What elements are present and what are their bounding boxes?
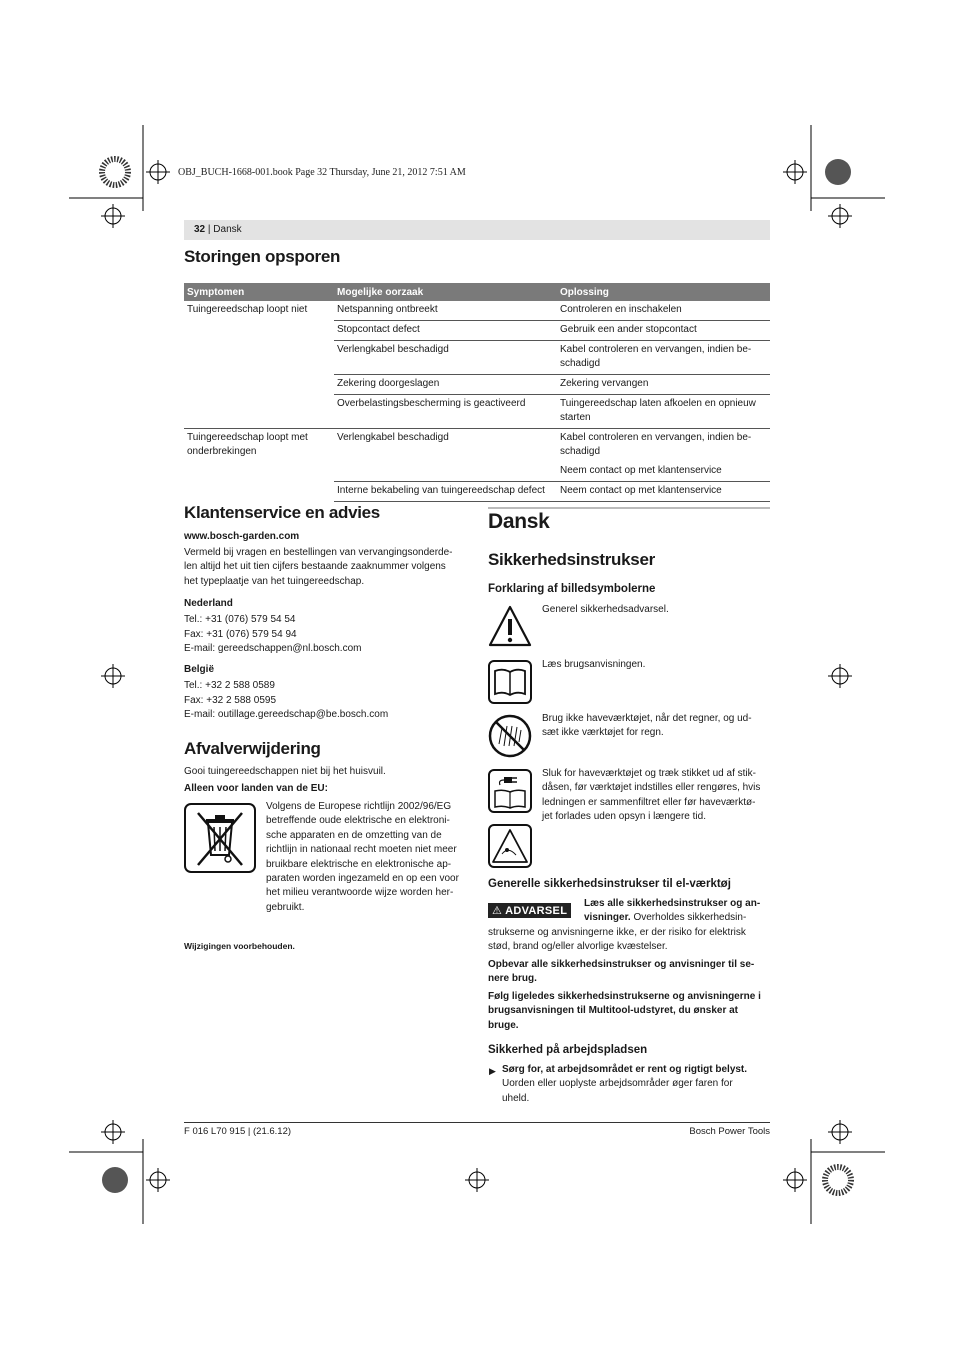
general-safety-title: Generelle sikkerhedsinstrukser til el-værktøj <box>488 878 731 890</box>
afval-text <box>266 800 471 915</box>
text-line: paraten worden ingezameld en op een voor <box>266 873 459 885</box>
text-line: bruge. <box>488 1019 519 1031</box>
text-line: Generel sikkerhedsadvarsel. <box>542 604 669 615</box>
website-link[interactable]: www.bosch-garden.com <box>184 531 300 542</box>
fax-number: Fax: +31 (076) 579 54 94 <box>184 628 297 640</box>
text-line: betreffende oude elektrische en elektroni- <box>266 815 450 827</box>
phone-number: Tel.: +32 2 588 0589 <box>184 680 275 692</box>
header-separator: | <box>207 224 211 235</box>
symbol-text <box>542 603 669 617</box>
text-line: Brug ikke haveværktøjet, når det regner, og ud- <box>542 713 752 724</box>
country-label: België <box>184 664 215 675</box>
text-line: bruikbare elektrische en elektronische ap- <box>266 858 452 870</box>
footnote: Wijzigingen voorbehouden. <box>184 941 295 951</box>
contact-nederland <box>184 597 361 657</box>
follow-instructions <box>488 990 773 1033</box>
fax-number: Fax: +32 2 588 0595 <box>184 694 277 706</box>
keep-instructions <box>488 958 773 987</box>
table-cell: Kabel controleren en vervangen, indien be-schadigd <box>557 341 770 375</box>
email-address[interactable]: E-mail: outillage.gereedschap@be.bosch.com <box>184 709 389 721</box>
text-line: sæt ikke værktøjet for regn. <box>542 727 664 739</box>
table-cell: Verlengkabel beschadigd <box>334 341 557 375</box>
symbols-title: Forklaring af billedsymbolerne <box>488 583 656 595</box>
country-label: Nederland <box>184 598 233 609</box>
table-cell: Interne bekabeling van tuingereedschap defect <box>334 482 557 502</box>
table-cell: Verlengkabel beschadigd <box>334 429 557 482</box>
table-header: Symptomen <box>184 283 334 301</box>
text-line: Sluk for haveværktøjet og træk stikket ud af stik- <box>542 768 756 779</box>
section-divider <box>488 507 770 509</box>
afval-intro: Gooi tuingereedschappen niet bij het huisvuil. <box>184 766 386 777</box>
eu-label: Alleen voor landen van de EU: <box>184 783 328 794</box>
text-line: Vermeld bij vragen en bestellingen van vervangingsonderde- <box>184 547 453 558</box>
table-cell: Gebruik een ander stopcontact <box>557 321 770 341</box>
table-cell: Kabel controleren en vervangen, indien be-schadigd <box>557 429 770 463</box>
storingen-title: Storingen opsporen <box>184 247 341 266</box>
warning-badge-icon: ⚠ <box>492 905 503 917</box>
dansk-title: Dansk <box>488 510 550 533</box>
table-row <box>184 301 770 321</box>
warning-triangle-icon <box>488 604 532 648</box>
printer-info: OBJ_BUCH-1668-001.book Page 32 Thursday, June 21, 2012 7:51 AM <box>178 167 466 178</box>
workplace-title: Sikkerhed på arbejdspladsen <box>488 1044 648 1056</box>
safety-title: Sikkerhedsinstrukser <box>488 550 655 569</box>
cable-warning-icon <box>488 824 532 868</box>
afval-title: Afvalverwijdering <box>184 739 321 758</box>
table-cell: Neem contact op met klantenservice <box>557 482 770 502</box>
triangle-bullet-icon: ▶ <box>489 1066 496 1076</box>
unplug-icon <box>488 769 532 813</box>
table-header-row <box>184 283 770 301</box>
text-line: Volgens de Europese richtlijn 2002/96/EG <box>266 801 452 812</box>
text-line: het typeplaatje van het tuingereedschap. <box>184 575 365 587</box>
text-line: Læs alle sikkerhedsinstrukser og an- <box>584 898 761 909</box>
email-address[interactable]: E-mail: gereedschappen@nl.bosch.com <box>184 643 362 655</box>
text-line: ledningen er sammenfiltret eller før haveværktø- <box>542 796 756 808</box>
symbol-text <box>542 767 760 825</box>
workplace-bullet <box>502 1063 772 1106</box>
table-header: Oplossing <box>557 283 770 301</box>
text-line: Uorden eller uoplyste arbejdsområder øger faren for <box>502 1078 733 1090</box>
no-rain-icon <box>488 714 532 758</box>
warning-text <box>488 926 773 955</box>
klantenservice-intro <box>184 546 469 589</box>
text-line: dåsen, før værktøjet indstilles eller rengøres, hvis <box>542 782 761 794</box>
warning-badge-label <box>488 903 571 918</box>
manual-book-icon <box>488 660 532 704</box>
weee-bin-icon <box>184 803 256 873</box>
text-line: visninger. <box>584 912 631 924</box>
klantenservice-title: Klantenservice en advies <box>184 503 380 522</box>
text-line: gebruikt. <box>266 901 305 913</box>
contact-belgie <box>184 663 388 723</box>
symbol-text <box>542 658 645 672</box>
footer-rule <box>184 1122 770 1123</box>
table-row <box>184 429 770 463</box>
warning-badge <box>488 901 571 919</box>
text-line: het milieu verantwoorde wijze worden her- <box>266 887 454 899</box>
symbol-text <box>542 712 752 741</box>
table-cell: Netspanning ontbreekt <box>337 304 438 315</box>
text-line: sche apparaten en de omzetting van de <box>266 829 442 841</box>
header-language: Dansk <box>213 224 242 235</box>
text-line: brugsanvisningen til Multitool-udstyret, du ønsker at <box>488 1005 739 1017</box>
text-line: Læs brugsanvisningen. <box>542 659 646 670</box>
troubleshooting-table <box>184 283 770 502</box>
text-line: stød, brand og/eller alvorlige kvæstelser. <box>488 941 668 953</box>
table-cell: Tuingereedschap laten afkoelen en opnieuw starten <box>557 395 770 429</box>
warning-badge-text: ADVARSEL <box>505 905 568 917</box>
phone-number: Tel.: +31 (076) 579 54 54 <box>184 614 296 626</box>
page-number: 32 <box>194 224 206 235</box>
text-line: Overholdes sikkerhedsin- <box>630 912 747 924</box>
table-cell: Neem contact op met klantenservice <box>560 465 722 476</box>
table-header: Mogelijke oorzaak <box>334 283 557 301</box>
text-line: richtlijn in nationaal recht moeten niet meer <box>266 844 457 856</box>
text-line: Sørg for, at arbejdsområdet er rent og rigtigt belyst. <box>502 1064 748 1075</box>
table-cell: Overbelastingsbescherming is geactiveerd <box>334 395 557 429</box>
text-line: uheld. <box>502 1092 530 1104</box>
table-cell: Zekering vervangen <box>557 375 770 395</box>
text-line: Følg ligeledes sikkerhedsinstrukserne og anvisningerne i <box>488 991 761 1002</box>
text-line: len altijd het uit tien cijfers bestaande zaaknummer volgens <box>184 561 446 573</box>
text-line: Opbevar alle sikkerhedsinstrukser og anvisninger til se- <box>488 959 755 970</box>
table-cell: Tuingereedschap loopt met onderbrekingen <box>184 429 334 502</box>
table-cell: Zekering doorgeslagen <box>334 375 557 395</box>
table-cell: Controleren en inschakelen <box>560 304 682 315</box>
table-cell: Stopcontact defect <box>334 321 557 341</box>
text-line: jet forlades uden opsyn i længere tid. <box>542 811 706 823</box>
footer-brand: Bosch Power Tools <box>689 1126 770 1137</box>
warning-text-first <box>584 897 774 926</box>
text-line: strukserne og anvisningerne ikke, er der risiko for elektrisk <box>488 927 746 938</box>
text-line: nere brug. <box>488 973 537 985</box>
footer-doc-number: F 016 L70 915 | (21.6.12) <box>184 1126 292 1137</box>
running-header <box>184 220 770 240</box>
table-cell: Tuingereedschap loopt niet <box>187 304 308 315</box>
